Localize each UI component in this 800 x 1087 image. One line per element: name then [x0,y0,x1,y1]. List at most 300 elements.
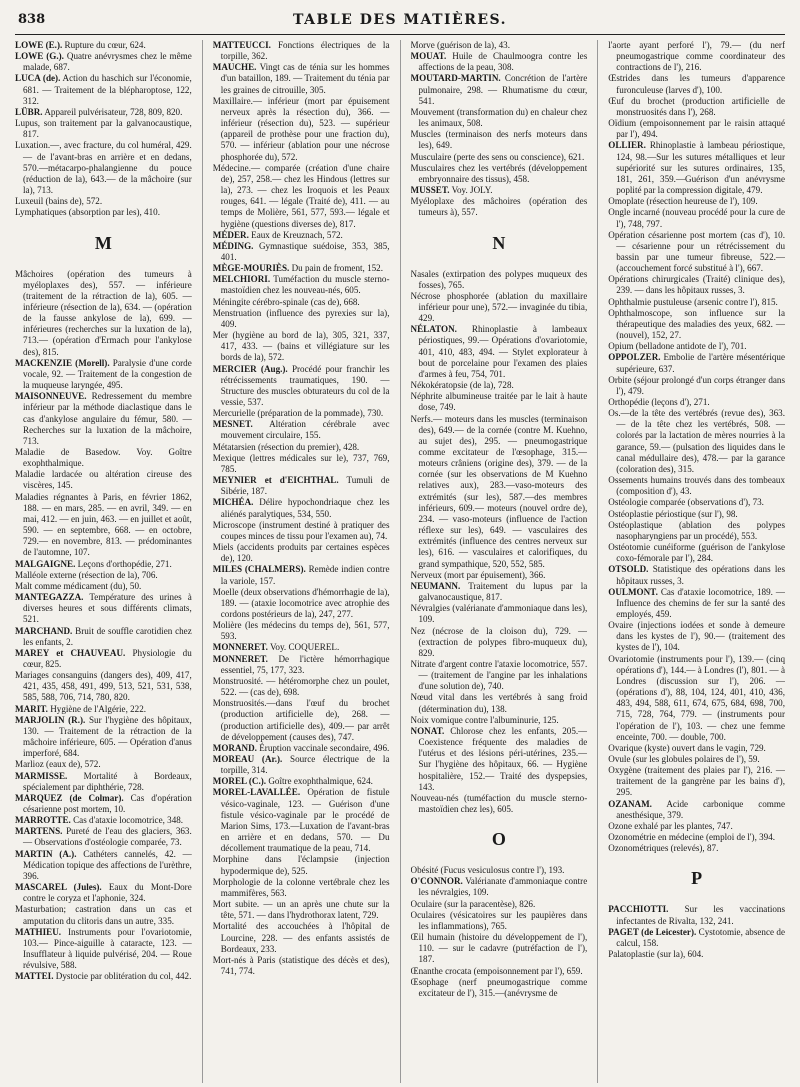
entry-text: Ostéoplastie périostique (sur l'), 98. [608,508,738,519]
index-entry [15,73,192,106]
entry-text: Omoplate (résection heureuse de l'), 109. [608,196,758,207]
entry-author: MORAND. [212,742,257,753]
entry-text: Nerveux (mort par épuisement), 366. [410,569,546,580]
entry-text: Néphrite albumineuse traitée par le lait à haute dose, 749. [410,391,588,413]
entry-text: Œstrides dans les tumeurs d'apparence furonculeuse (larves d'), 100. [608,73,785,95]
entry-text: Nécrose phosphorée (ablation du maxillaire inférieur pour une), 572.— invaginée du tibia, 429. [410,290,588,324]
index-entry [608,397,785,408]
index-entry [411,659,588,692]
section-letter: P [691,868,703,889]
entry-text: Ostéoplastique (ablation des polypes nasopharyngiens par un procédé), 553. [608,519,785,541]
entry-text: Morphine dans l'éclampsie (injection hypodermique de), 525. [212,854,390,876]
page-number: 838 [18,12,46,27]
entry-author: O'CONNOR. [410,876,463,887]
index-entry [411,291,588,324]
index-entry [608,765,785,798]
entry-text: Morphologie de la colonne vertébrale chez les mammifères, 563. [212,876,390,898]
index-entry [15,51,192,73]
index-entry [411,73,588,106]
index-entry [411,726,588,793]
index-entry [411,793,588,815]
entry-text: Pureté de l'eau des glaciers, 363.— Observations d'ostéologie comparée, 73. [23,826,192,848]
entry-text: Mort-nés à Paris (statistique des décès et des), 741, 774. [212,954,390,976]
entry-text: Remède indien contre la variole, 157. [220,564,390,586]
index-entry [608,140,785,196]
entry-text: Paralysie d'une corde vocale, 92. — Traitement de la congestion de la muqueuse laryngée, 495. [23,357,192,391]
entry-author: MARROTTE. [15,815,71,826]
entry-text: Eaux du Mont-Dore contre le coryza et l'aphonie, 324. [23,882,192,904]
index-entry [213,475,390,497]
index-entry [608,118,785,140]
entry-author: MARTENS. [15,826,63,837]
entry-text: Chlorose chez les enfants, 205.— Coexistence fréquente des maladies de l'utérus et des lésions péri-utérines, 235.— Sur l'hygiène des hôpitaux, 66. — Hygiène hospitalière, 152.— Traité des dyspepsies, 143. [418,725,588,792]
entry-text: Nerfs.— moteurs dans les muscles (terminaison des), 649.— de la cornée (contre M. Kuehno, au sujet des), 295. — pneumogastrique comme excitateur de l'œsophage, 315.— moteurs crâniens (origine des), 379. — de la cornée (sur les observations de M Kuehno relatives aux), 283.—vaso-moteurs des extrémités (sur les), 587.—des membres inférieurs, 609.— moteurs (nouvel ordre de), 234. — vaso-moteurs (influence de l'action réflexe sur les), 649. — vasculaires des extrémités (influence des centres nerveux sur les), 616. — vasculaires et calorifiques, du grand sympathique, 520, 552, 585. [410,413,588,569]
column-divider [597,40,598,1083]
entry-text: Nœud vital dans les vertébrés à sang froid (détermination du), 138. [410,692,588,714]
index-entry [411,185,588,196]
index-entry [608,743,785,754]
index-entry [411,380,588,391]
section-letter: M [94,232,112,253]
entry-author: MERCIER (Aug.). [212,363,288,374]
index-entry [411,603,588,625]
entry-text: Mexique (lettres médicales sur le), 737, 769, 785. [212,452,390,474]
entry-text: Voy. COQUEREL. [270,642,340,653]
entry-author: MONNERET. [212,642,268,653]
index-entry [15,759,192,770]
index-entry [411,152,588,163]
entry-text: Noix vomique contre l'albuminurie, 125. [410,714,559,725]
index-entry [213,620,390,642]
index-entry [608,73,785,95]
entry-text: Moelle (deux observations d'hémorrhagie de la), 189. — (ataxie locomotrice avec atrophie des cordons postérieurs de la), 247, 277. [212,586,390,619]
entry-text: Ophthalmie pustuleuse (arsenic contre l'), 815. [608,296,778,307]
column-divider [202,40,203,1083]
entry-author: NEUMANN. [410,580,461,591]
entry-text: Cas d'ataxie locomotrice, 348. [73,815,184,826]
entry-author: MÉDER. [212,229,249,240]
index-entry [213,743,390,754]
entry-text: Musculaires chez les vertébrés (développement embryonnaire des tissus), 458. [410,162,588,184]
entry-text: Obésité (Fucus vesiculosus contre l'), 193. [410,865,565,876]
entry-author: MOREAU (Ar.). [212,754,283,764]
entry-text: Mouvement (transformation du) en chaleur chez les animaux, 508. [410,106,588,129]
index-entry [608,843,785,854]
index-entry [608,375,785,397]
entry-author: OZANAM. [608,798,652,809]
index-entry [213,163,390,230]
entry-text: Fonctions électriques de la torpille, 362. [220,40,390,62]
entry-text: Eaux de Kreuznach, 572. [251,229,343,240]
entry-text: Mortalité des accouchées à l'hôpital de Lourcine, 228. — des enfants assistés de Bordeaux, 233. [212,921,390,954]
index-entry [213,542,390,564]
index-entry [15,559,192,570]
index-entry [213,676,390,698]
entry-text: Œil humain (histoire du développement de l'), 110. — sur le cadavre (putréfaction de l'), 187. [410,932,588,965]
index-entry [15,626,192,648]
entry-text: Dystocie par oblitération du col, 442. [55,971,192,982]
entry-text: Rhinoplastie à lambeau périostique, 124, 98.—Sur les sutures métalliques et leur supériorité sur les sutures ordinaires, 135, 181, 261, 359.—Guérison d'un anévrysme poplité par la compression digitale, 479. [616,140,785,196]
entry-text: Sur l'hygiène des hôpitaux, 130. — Traitement de la rétraction de la mâchoire inférieure, 605. — Opération d'anus imperforé, 684. [23,714,192,759]
index-entry [15,849,192,882]
index-entry [213,955,390,977]
entry-text: Orthopédie (leçons d'), 271. [608,397,710,407]
index-entry [213,241,390,263]
entry-text: Mortalité à Bordeaux, spécialement par diphthérie, 728. [23,770,192,792]
entry-text: Appareil pulvérisateur, 728, 809, 820. [44,106,183,117]
entry-text: Ophthalmoscope, son influence sur la thérapeutique des maladies des yeux, 682. — (nouvel), 152, 27. [608,307,785,341]
entry-text: Délire hypochondriaque chez les aliénés paralytiques, 534, 550. [220,497,390,519]
index-entry [15,771,192,793]
entry-text: Os.—de la tête des vertébrés (revue des), 363. — de la tête chez les vertébrés, 508. — colorés par la lactation de mères nourries à la garance, 59.— (pulsation des liquides dans le canal médullaire des), 478.— par la garance (coloration des), 315. [608,408,785,474]
entry-text: Nitrate d'argent contre l'ataxie locomotrice, 557. — (traitement de l'angine par les inhalations d'une solution de), 740. [410,658,588,692]
entry-text: Muscles (terminaison des nerfs moteurs dans les), 649. [410,129,588,151]
index-entry [608,520,785,542]
index-entry [213,330,390,363]
entry-author: MÉDING. [212,240,254,251]
entry-text: Oculaire (sur la paracentèse), 826. [410,898,536,909]
entry-text: Marlioz (eaux de), 572. [15,759,101,770]
entry-author: MILES (CHALMERS). [212,564,306,575]
index-entry [15,118,192,140]
index-entry [608,196,785,207]
entry-author: LOWE (E.). [15,40,63,50]
entry-text: Malt comme médicament (du), 50. [15,580,142,591]
index-entry [411,715,588,726]
entry-text: Valérianate d'ammoniaque contre les névralgies, 109. [418,876,588,898]
index-entry [213,520,390,542]
entry-text: Voy. JOLY. [451,185,493,196]
entry-author: MICHÉA. [212,497,254,508]
index-entry [411,414,588,570]
entry-author: MONNERET. [212,653,268,664]
index-entry [411,40,588,51]
entry-author: MACKENZIE (Morell). [15,357,110,368]
entry-author: MARJOLIN (R.). [15,714,86,725]
entry-text: Ozonométriques (relevés), 87. [608,843,719,854]
index-entry [608,40,785,73]
index-entry [608,352,785,374]
index-column-2 [213,40,390,1083]
entry-text: Concrétion de l'artère pulmonaire, 298. — Rhumatisme du cœur, 541. [418,73,588,106]
entry-text: Ovaire (injections iodées et sonde à demeure dans les kystes de l'), 90.— (traitement des kystes de l'), 104. [608,620,785,653]
entry-text: Médecine.— comparée (création d'une chaire de), 257, 258.— chez les Hindous (lettres sur la), 273. — chez les Iroquois et les Peaux rouges, 641. — légale (Traité de), 411. — au temps de Molière, 561, 577, 593.— légale et hygiène (questions diverses de), 817. [212,162,390,229]
index-entry [608,821,785,832]
index-entry [15,704,192,715]
entry-text: Action du haschich sur l'économie, 681. — Traitement de la blépharoptose, 122, 312. [23,73,192,106]
entry-text: Métatarsien (résection du premier), 428. [212,441,360,452]
index-entry [213,442,390,453]
entry-author: MOUAT. [410,51,447,62]
entry-text: Menstruation (influence des pyrexies sur la), 409. [212,307,390,329]
index-column-1 [15,40,192,1083]
entry-author: MATTEUCCI. [212,40,271,50]
index-entry [411,269,588,291]
entry-text: Molière (les médecins du temps de), 561, 577, 593. [212,620,390,642]
entry-author: OLLIER. [608,140,646,151]
entry-text: Leçons d'orthopédie, 271. [77,558,172,569]
entry-text: Mercurielle (préparation de la pommade), 730. [212,408,384,419]
index-entry [608,904,785,926]
entry-text: Huile de Chaulmoogra contre les affections de la peau, 308. [418,51,588,73]
entry-text: Monstruosités.—dans l'œuf du brochet (production artificielle de), 268. — (production artificielle des), 409.— par arrêt de développement (causes des), 747. [212,698,390,742]
entry-text: Orbite (séjour prolongé d'un corps étranger dans l'), 479. [608,374,785,396]
entry-text: Vingt cas de ténia sur les hommes d'un bataillon, 189. — Traitement du ténia par les graines de citrouille, 305. [220,62,390,95]
entry-text: Miels (accidents produits par certaines espèces de), 120. [212,542,390,564]
index-entry [213,854,390,876]
entry-author: MALGAIGNE. [15,558,76,569]
index-entry [608,509,785,520]
entry-author: MOREL-LAVALLÉE. [212,787,301,798]
index-entry [608,754,785,765]
index-entry [213,587,390,620]
entry-text: Tuméfaction du muscle sterno-mastoïdien chez les nouveau-nés, 605. [220,274,390,296]
entry-text: Masturbation; castration dans un cas et amputation du clitoris dans un autre, 335. [15,904,192,926]
entry-text: Redressement du membre inférieur par la méthode diaclastique dans le cas d'ankylose angulaire du fémur, 580. — Recherches sur la luxation de la mâchoire, 713. [23,391,192,446]
index-entry [608,207,785,229]
entry-text: Tumuli de Sibérie, 187. [220,475,390,497]
index-entry [15,793,192,815]
entry-text: Quatre anévrysmes chez le même malade, 687. [23,51,192,73]
index-entry [15,140,192,196]
entry-author: MÈGE-MOURIÈS. [212,263,290,274]
entry-text: Cas d'ataxie locomotrice, 189. —Influence des chemins de fer sur la santé des employés, 459. [616,586,785,619]
index-entry [213,776,390,787]
index-entry [15,269,192,358]
entry-text: Altération cérébrale avec mouvement circulaire, 155. [220,419,390,441]
entry-author: MELCHIORI. [212,274,271,285]
index-entry [15,391,192,447]
index-entry [608,949,785,960]
index-entry [608,230,785,275]
index-entry [213,62,390,95]
entry-text: Mâchoires (opération des tumeurs à myéloplaxes des), 557. — inférieure (traitement de la rétraction de la), 605. — inférieure (résection de la), 634. — (opération de la fausse ankylose de la), 699. — inférieures (recherches sur la luxation de la), 713.— (opération d'Ermach pour l'ankylose des), 815. [15,268,192,357]
entry-text: Névralgies (valérianate d'ammoniaque dans les), 109. [410,603,588,625]
index-entry [411,581,588,603]
entry-text: Cas d'opération césarienne post mortem, 10. [23,792,192,814]
entry-text: Ovule (sur les globules polaires de l'), 59. [608,754,760,764]
index-entry [15,715,192,760]
index-entry [213,408,390,419]
entry-text: Oïdium (empoisonnement par le raisin attaqué par l'), 494. [608,118,785,140]
index-entry [213,453,390,475]
entry-text: Œsophage (nerf pneumogastrique comme excitateur de l'), 315.—(anévrysme de [410,976,588,998]
entry-text: Opérations chirurgicales (Traité) clinique des), 239. — dans les hôpitaux russes, 3. [608,274,785,296]
index-entry [15,207,192,218]
index-entry [213,497,390,519]
entry-author: PAGET (de Leicester). [608,926,697,937]
entry-text: Morve (guérison de la), 43. [410,40,510,50]
page-header [15,0,785,35]
entry-author: MESNET. [212,419,253,430]
entry-text: Monstruosité. — hétéromorphe chez un poulet, 522. — (cas de), 698. [212,675,390,698]
entry-text: Rhinoplastie à lambeaux périostiques, 99.— Opérations d'ovariotomie, 401, 410, 483, 494. — Stylet explorateur à bout de porcelaine pour l'examen des plaies d'armes à feu, 754, 701. [418,324,588,379]
entry-author: MEYNIER et d'EICHTHAL. [212,475,339,486]
entry-author: OPPOLZER. [608,352,661,363]
index-entry [411,570,588,581]
index-entry [15,469,192,491]
index-entry [15,648,192,670]
index-column-3 [411,40,588,1083]
entry-author: MARCHAND. [15,625,73,636]
index-entry [15,447,192,469]
index-entry [213,308,390,330]
entry-text: Luxeuil (bains de), 572. [15,196,103,207]
entry-text: Lupus, son traitement par la galvanocaustique, 817. [15,118,192,140]
entry-text: Luxation.—, avec fracture, du col huméral, 429.— de l'avant-bras en arrière et en dedans, 570.—métacarpo-phalangienne du pouce (réduction de la), 643.— de la mâchoire (sur la), 713. [15,140,192,196]
entry-text: Embolie de l'artère mésentérique supérieure, 637. [616,352,785,374]
index-entry [15,196,192,207]
entry-text: Nasales (extirpation des polypes muqueux des fosses), 765. [410,268,588,290]
index-entry [608,799,785,821]
entry-text: Oculaires (vésicatoires sur les paupières dans les inflammations), 765. [410,909,588,931]
entry-text: Statistique des opérations dans les hôpitaux russes, 3. [616,564,785,586]
index-entry [608,927,785,949]
index-entry [15,570,192,581]
index-entry [608,654,785,743]
column-divider [400,40,401,1083]
index-entry [608,274,785,296]
entry-text: De l'ictère hémorrhagique essentiel, 75, 177, 323. [220,653,390,675]
entry-text: l'aorte ayant perforé l'), 79.— (du nerf pneumogastrique comme coordinateur des contractions de l'), 216. [608,40,785,73]
index-entry [15,581,192,592]
entry-text: Température des urines à diverses heures et sous différents climats, 521. [23,592,192,625]
entry-text: Palatoplastie (sur la), 604. [608,949,704,960]
index-entry [15,904,192,926]
entry-author: MATHIEU. [15,926,62,937]
entry-author: MARMISSE. [15,770,68,781]
entry-text: Opération césarienne post mortem (cas d'), 10. — césarienne pour un rétrécissement du bassin par une tumeur fibreuse, 522.— (accouchement forcé substitué à l'), 667. [608,229,785,274]
index-entry [411,865,588,876]
entry-text: Opération de fistule vésico-vaginale, 123. — Guérison d'une fistule vésico-vaginale par le procédé de Marion Sims, 173.—Luxation de l'avant-bras en arrière et en dedans, 570. — Du décollement traumatique de la peau, 714. [220,787,390,854]
index-column-4 [608,40,785,1083]
entry-text: Du pain de froment, 152. [291,263,383,274]
entry-text: Mer (hygiène au bord de la), 305, 321, 337, 417, 433. — (bains et villégiature sur les bords de la), 572. [212,330,390,363]
entry-text: Maxillaire.— inférieur (mort par épuisement nerveux après la résection du), 366. — inférieur (résection du), 523. — supérieur (appareil de prothèse pour une fraction du), 570. — inférieur (ablation pour une nécrose phosphorée du), 572. [212,95,390,162]
entry-text: Ozonométrie en médecine (emploi de l'), 394. [608,832,776,843]
index-entry [213,899,390,921]
index-entry [15,670,192,703]
index-entry [608,96,785,118]
entry-author: MARTIN (A.). [15,848,77,859]
entry-author: LOWE (G.). [15,51,64,62]
entry-author: NÉLATON. [410,324,457,335]
entry-text: Hygiène de l'Algérie, 222. [50,703,147,714]
index-columns [15,40,785,1083]
index-entry [608,564,785,586]
entry-text: Rupture du cœur, 624. [64,40,146,50]
entry-text: Mariages consanguins (dangers des), 409, 417, 421, 435, 458, 491, 499, 513, 521, 531, 538, 585, 588, 706, 714, 780, 820. [15,670,192,703]
index-entry [213,921,390,954]
entry-text: Procédé pour franchir les rétrécissements traumatiques, 190. — Structure des muscles obturateurs du col de la vessie, 537. [220,363,390,407]
entry-text: Acide carbonique comme anesthésique, 379. [616,798,785,820]
entry-author: OULMONT. [608,586,658,597]
index-entry [608,297,785,308]
index-entry [608,475,785,497]
entry-author: OTSOLD. [608,564,649,575]
entry-text: Bruit de souffle carotidien chez les enfants, 2. [23,625,192,647]
entry-text: Œuf du brochet (production artificielle de monstruosités dans l'), 268. [608,95,785,117]
entry-text: Méningite cérébro-spinale (cas de), 668. [212,296,360,307]
index-entry [411,910,588,932]
entry-author: MANTEGAZZA. [15,592,84,603]
index-entry [411,324,588,380]
index-entry [213,297,390,308]
entry-text: Goître exophthalmique, 624. [268,776,373,787]
index-entry [213,642,390,653]
index-entry [213,96,390,163]
index-entry [213,419,390,441]
entry-author: MARIT. [15,703,48,714]
index-entry [608,832,785,843]
index-entry [213,230,390,241]
entry-text: Ovariotomie (instruments pour l'), 139.— (cinq opérations d'), 144.— à Londres (l'), 801. — à Londres (discussion sur l'), 206. — (opérations d'), 88, 104, 124, 401, 410, 436, 483, 494, 588, 611, 674, 675, 684, 698, 700, 715, 728, 764, 779. — (instruments pour l'opération de l'), 103. — chez une femme enceinte, 700. — double, 700. [608,653,785,742]
index-entry [15,40,192,51]
entry-text: Source électrique de la torpille, 314. [220,754,390,776]
index-entry [411,163,588,185]
entry-text: Œnanthe crocata (empoisonnement par l'), 659. [410,965,583,976]
index-entry [608,408,785,475]
entry-author: MASCAREL (Jules). [15,882,102,893]
entry-text: Éruption vaccinale secondaire, 496. [259,742,390,753]
entry-text: Ossements humains trouvés dans des tombeaux (composition d'), 43. [608,475,785,497]
entry-text: Lymphatiques (absorption par les), 410. [15,207,160,218]
entry-text: Sur les vaccinations infectantes de Rivalta, 132, 241. [616,904,785,926]
entry-text: Myéloplaxe des mâchoires (opération des tumeurs à), 557. [410,196,588,218]
index-entry [15,826,192,848]
index-entry [213,654,390,676]
index-entry [15,358,192,391]
index-entry [411,51,588,73]
entry-text: Traitement du lupus par la galvanocaustique, 817. [418,580,588,603]
entry-author: MARQUEZ (de Colmar). [15,792,124,803]
entry-author: MOREL (C.). [212,776,267,787]
entry-text: Ozone exhalé par les plantes, 747. [608,820,733,831]
index-entry [213,754,390,776]
index-entry [411,899,588,910]
index-entry [411,107,588,129]
entry-text: Oxygène (traitement des plaies par l'), 216. — traitement de la gangrène par les bains d'), 295. [608,765,785,798]
index-entry [213,274,390,296]
section-letter: N [492,232,506,253]
index-entry [213,877,390,899]
entry-author: MOUTARD-MARTIN. [410,73,501,84]
index-entry [411,977,588,999]
entry-author: MAREY et CHAUVEAU. [15,647,126,658]
index-entry [213,263,390,274]
section-letter: O [491,829,506,850]
entry-text: Ongle incarné (nouveau procédé pour la cure de l'), 748, 797. [608,207,785,229]
entry-text: Mort subite. — un an après une chute sur la tête, 571. — dans l'hydrothorax latent, 729. [212,899,390,921]
entry-text: Ovarique (kyste) ouvert dans le vagin, 729. [608,742,766,753]
entry-text: Ostéotomie cunéiforme (guérison de l'ankylose coxo-fémorale par l'), 284. [608,542,785,564]
index-entry [608,308,785,341]
entry-author: LÜBR. [15,106,43,117]
index-entry [608,341,785,352]
entry-text: Nouveau-nés (tuméfaction du muscle sterno-mastoïdien chez les), 605. [410,792,588,814]
entry-text: Cathéters cannelés, 42. — Médication topique des affections de l'urèthre, 396. [23,848,192,881]
index-entry [213,787,390,854]
index-entry [15,882,192,904]
index-entry [15,492,192,559]
index-entry [411,626,588,659]
entry-text: Musculaire (perte des sens ou conscience), 621. [410,151,585,162]
entry-author: MUSSET. [410,185,450,196]
entry-author: MAUCHE. [212,62,257,73]
index-entry [15,927,192,972]
entry-text: Ostéologie comparée (observations d'), 73. [608,497,764,508]
index-entry [213,564,390,586]
